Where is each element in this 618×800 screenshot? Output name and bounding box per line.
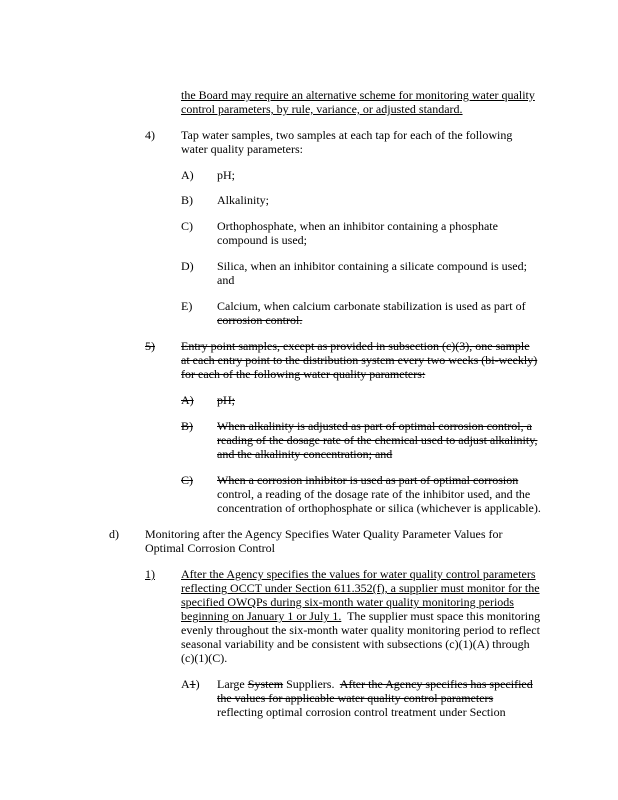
section-d-letter: d) (109, 527, 119, 541)
item-5c-letter: C) (181, 473, 193, 487)
section-d-heading (145, 527, 502, 555)
sub-a-letter-deleted: 1 (189, 677, 196, 691)
item-4-line-1: Tap water samples, two samples at each tap for each of the following (181, 128, 513, 142)
sub-a-suppliers: Suppliers. (283, 677, 335, 691)
section-d-heading-line-1: Monitoring after the Agency Specifies Water Quality Parameter Values for (145, 527, 503, 541)
item-4b-letter: B) (181, 193, 193, 207)
section-d-item-1-text (181, 567, 540, 665)
item-5b-line-2: reading of the dosage rate of the chemical used to adjust alkalinity, (217, 433, 538, 447)
item-4-number: 4) (145, 128, 155, 142)
sub-a-letter-kept: A (181, 677, 190, 691)
item-5c-line-2: control, a reading of the dosage rate of the inhibitor used, and the (217, 487, 531, 501)
item-4c-line-2: compound is used; (217, 233, 307, 247)
d1-line-6: seasonal variability and be consistent with subsections (c)(1)(A) through (181, 637, 530, 651)
sub-a-deleted-clause-1: After the Agency specifies has specified (339, 677, 533, 691)
item-4c-line-1: Orthophosphate, when an inhibitor containing a phosphate (217, 219, 498, 233)
sub-a-system-deleted: System (247, 677, 284, 691)
intro-line-1: the Board may require an alternative scheme for monitoring water quality (181, 88, 535, 102)
section-d-item-1-number: 1) (145, 567, 155, 581)
item-4c-letter: C) (181, 219, 193, 233)
sub-a-line-1 (217, 677, 533, 691)
item-4-line-2: water quality parameters: (181, 142, 303, 156)
item-5c-line-1: When a corrosion inhibitor is used as part of optimal corrosion (217, 473, 519, 487)
section-d-heading-line-2: Optimal Corrosion Control (145, 541, 275, 555)
d1-line-4a: beginning on January 1 or July 1. (181, 609, 342, 623)
item-4a-letter: A) (181, 168, 194, 182)
item-5a-letter: A) (181, 393, 194, 407)
sub-a-letter-paren: ) (195, 677, 200, 691)
item-4d-letter: D) (181, 259, 194, 273)
d1-line-4 (181, 609, 540, 623)
item-5b-text (217, 419, 537, 461)
sub-a-line-2: the values for applicable water quality control parameters (217, 691, 494, 705)
sub-a-large: Large (217, 677, 248, 691)
d1-line-1: After the Agency specifies the values for water quality control parameters (181, 567, 536, 581)
item-5-text (181, 339, 537, 381)
item-5-line-2: at each entry point to the distribution system every two weeks (bi-weekly) (181, 353, 538, 367)
d1-line-5: evenly throughout the six-month water quality monitoring period to reflect (181, 623, 540, 637)
item-5-number: 5) (145, 339, 155, 353)
item-5-line-3: for each of the following water quality parameters: (181, 367, 426, 381)
item-4e-text (217, 299, 526, 327)
d1-line-2: reflecting OCCT under Section 611.352(f), a supplier must monitor for the (181, 581, 540, 595)
d1-line-4b: The supplier must space this monitoring (341, 609, 541, 623)
item-5c-line-3: concentration of orthophosphate or silica (whichever is applicable). (217, 501, 541, 515)
item-5b-line-3: and the alkalinity concentration; and (217, 447, 393, 461)
item-4a-text: pH; (217, 168, 235, 182)
item-4d-line-1: Silica, when an inhibitor containing a silicate compound is used; (217, 259, 527, 273)
item-5b-line-1: When alkalinity is adjusted as part of optimal corrosion control, a (217, 419, 532, 433)
item-4d-text (217, 259, 527, 287)
sub-a-line-3: reflecting optimal corrosion control treatment under Section (217, 705, 506, 719)
d1-line-7: (c)(1)(C). (181, 651, 228, 665)
d1-line-3: specified OWQPs during six-month water quality monitoring periods (181, 595, 514, 609)
item-5c-text (217, 473, 541, 515)
item-5-line-1: Entry point samples, except as provided in subsection (c)(3), one sample (181, 339, 530, 353)
item-5b-letter: B) (181, 419, 193, 433)
intro-paragraph (181, 88, 535, 116)
item-4-text (181, 128, 512, 156)
item-4d-line-2: and (217, 273, 235, 287)
item-4e-line-2: corrosion control. (217, 313, 303, 327)
item-5a-text: pH; (217, 393, 235, 407)
section-d-sub-a-text (217, 677, 533, 719)
section-d-sub-a-letter (181, 677, 200, 691)
item-4b-text: Alkalinity; (217, 193, 269, 207)
item-4c-text (217, 219, 498, 247)
item-4e-letter: E) (181, 299, 193, 313)
item-4e-line-1: Calcium, when calcium carbonate stabilization is used as part of (217, 299, 526, 313)
intro-line-2: control parameters, by rule, variance, or adjusted standard. (181, 102, 463, 116)
